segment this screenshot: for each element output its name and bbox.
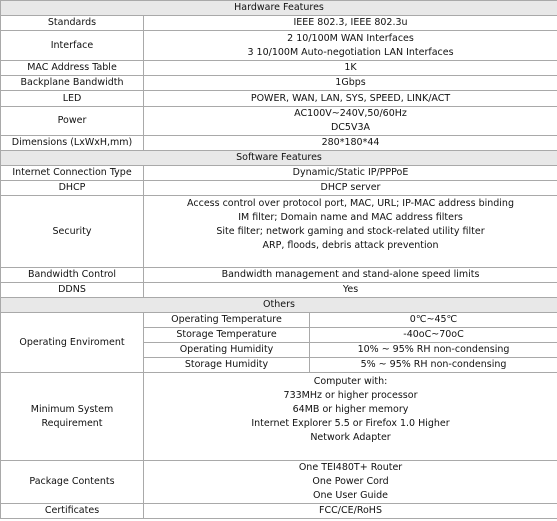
spec-sublabel-operating-temp: Operating Temperature bbox=[144, 313, 310, 328]
spec-value-interface bbox=[144, 31, 557, 61]
spec-line: Internet Explorer 5.5 or Firefox 1.0 Higher bbox=[251, 418, 450, 429]
spec-sublabel-storage-temp: Storage Temperature bbox=[144, 328, 310, 343]
spec-value-min-system bbox=[144, 373, 557, 461]
spec-label-dhcp: DHCP bbox=[1, 181, 144, 196]
spec-line: One User Guide bbox=[313, 490, 388, 501]
section-title-others: Others bbox=[1, 298, 557, 313]
spec-line: ARP, floods, debris attack prevention bbox=[262, 240, 439, 251]
spec-value-standards: IEEE 802.3, IEEE 802.3u bbox=[144, 16, 557, 31]
spec-row-ddns bbox=[1, 283, 557, 298]
spec-line: 3 10/100M Auto-negotiation LAN Interfaces bbox=[247, 46, 454, 58]
spec-value-dhcp: DHCP server bbox=[144, 181, 557, 196]
spec-label-ddns: DDNS bbox=[1, 283, 144, 298]
spec-label-package: Package Contents bbox=[1, 461, 144, 504]
spec-row-security bbox=[1, 196, 557, 268]
spec-row-connection bbox=[1, 166, 557, 181]
spec-line: 64MB or higher memory bbox=[292, 404, 409, 415]
spec-row-led bbox=[1, 91, 557, 107]
spec-value-bandwidth: Bandwidth management and stand-alone speed limits bbox=[144, 268, 557, 283]
spec-row-operating-temp bbox=[1, 313, 557, 328]
spec-label-line: Requirement bbox=[41, 417, 103, 429]
section-row-software bbox=[1, 151, 557, 166]
section-row-others bbox=[1, 298, 557, 313]
spec-line: IM filter; Domain name and MAC address filters bbox=[238, 212, 463, 223]
spec-line: 2 10/100M WAN Interfaces bbox=[287, 32, 414, 44]
spec-line: Computer with: bbox=[313, 376, 388, 387]
spec-line: DC5V3A bbox=[330, 122, 371, 133]
spec-row-power bbox=[1, 107, 557, 136]
spec-value-security bbox=[144, 196, 557, 268]
spec-label-security: Security bbox=[1, 196, 144, 268]
spec-row-bandwidth bbox=[1, 268, 557, 283]
spec-sublabel-storage-humidity: Storage Humidity bbox=[144, 358, 310, 373]
section-title-hardware: Hardware Features bbox=[1, 1, 557, 16]
spec-label-line: Minimum System bbox=[30, 403, 114, 415]
spec-line: AC100V~240V,50/60Hz bbox=[294, 108, 407, 119]
spec-line: One TEI480T+ Router bbox=[298, 462, 403, 473]
spec-row-package bbox=[1, 461, 557, 504]
spec-value-certificates: FCC/CE/RoHS bbox=[144, 504, 557, 519]
spec-row-dhcp bbox=[1, 181, 557, 196]
spec-label-bandwidth: Bandwidth Control bbox=[1, 268, 144, 283]
spec-line: Access control over protocol port, MAC, URL; IP-MAC address binding bbox=[187, 198, 514, 209]
spec-label-led: LED bbox=[1, 91, 144, 107]
spec-row-certificates bbox=[1, 504, 557, 519]
spec-label-connection: Internet Connection Type bbox=[1, 166, 144, 181]
spec-value-storage-temp: -40oC~70oC bbox=[310, 328, 557, 343]
spec-label-dimensions: Dimensions (LxWxH,mm) bbox=[1, 136, 144, 151]
spec-label-min-system bbox=[1, 373, 144, 461]
spec-value-backplane: 1Gbps bbox=[144, 76, 557, 91]
spec-label-interface: Interface bbox=[1, 31, 144, 61]
spec-row-min-system bbox=[1, 373, 557, 461]
spec-value-operating-temp: 0℃~45℃ bbox=[310, 313, 557, 328]
spec-label-backplane: Backplane Bandwidth bbox=[1, 76, 144, 91]
spec-row-standards bbox=[1, 16, 557, 31]
spec-label-power: Power bbox=[1, 107, 144, 136]
spec-label-certificates: Certificates bbox=[1, 504, 144, 519]
spec-value-connection: Dynamic/Static IP/PPPoE bbox=[144, 166, 557, 181]
spec-line: Site filter; network gaming and stock-related utility filter bbox=[216, 226, 485, 237]
spec-value-operating-humidity: 10% ~ 95% RH non-condensing bbox=[310, 343, 557, 358]
spec-label-standards: Standards bbox=[1, 16, 144, 31]
spec-line: 733MHz or higher processor bbox=[283, 390, 418, 401]
section-row-hardware bbox=[1, 1, 557, 16]
spec-label-mac-table: MAC Address Table bbox=[1, 61, 144, 76]
spec-row-dimensions bbox=[1, 136, 557, 151]
spec-line: Network Adapter bbox=[310, 432, 391, 443]
spec-sublabel-operating-humidity: Operating Humidity bbox=[144, 343, 310, 358]
spec-value-ddns: Yes bbox=[144, 283, 557, 298]
spec-label-environment: Operating Enviroment bbox=[1, 313, 144, 373]
spec-value-storage-humidity: 5% ~ 95% RH non-condensing bbox=[310, 358, 557, 373]
spec-value-mac-table: 1K bbox=[144, 61, 557, 76]
spec-row-interface bbox=[1, 31, 557, 61]
spec-line: One Power Cord bbox=[312, 476, 389, 487]
section-title-software: Software Features bbox=[1, 151, 557, 166]
spec-value-package bbox=[144, 461, 557, 504]
spec-row-backplane bbox=[1, 76, 557, 91]
spec-value-dimensions: 280*180*44 bbox=[144, 136, 557, 151]
spec-value-led: POWER, WAN, LAN, SYS, SPEED, LINK/ACT bbox=[144, 91, 557, 107]
spec-value-power bbox=[144, 107, 557, 136]
spec-row-mac-table bbox=[1, 61, 557, 76]
